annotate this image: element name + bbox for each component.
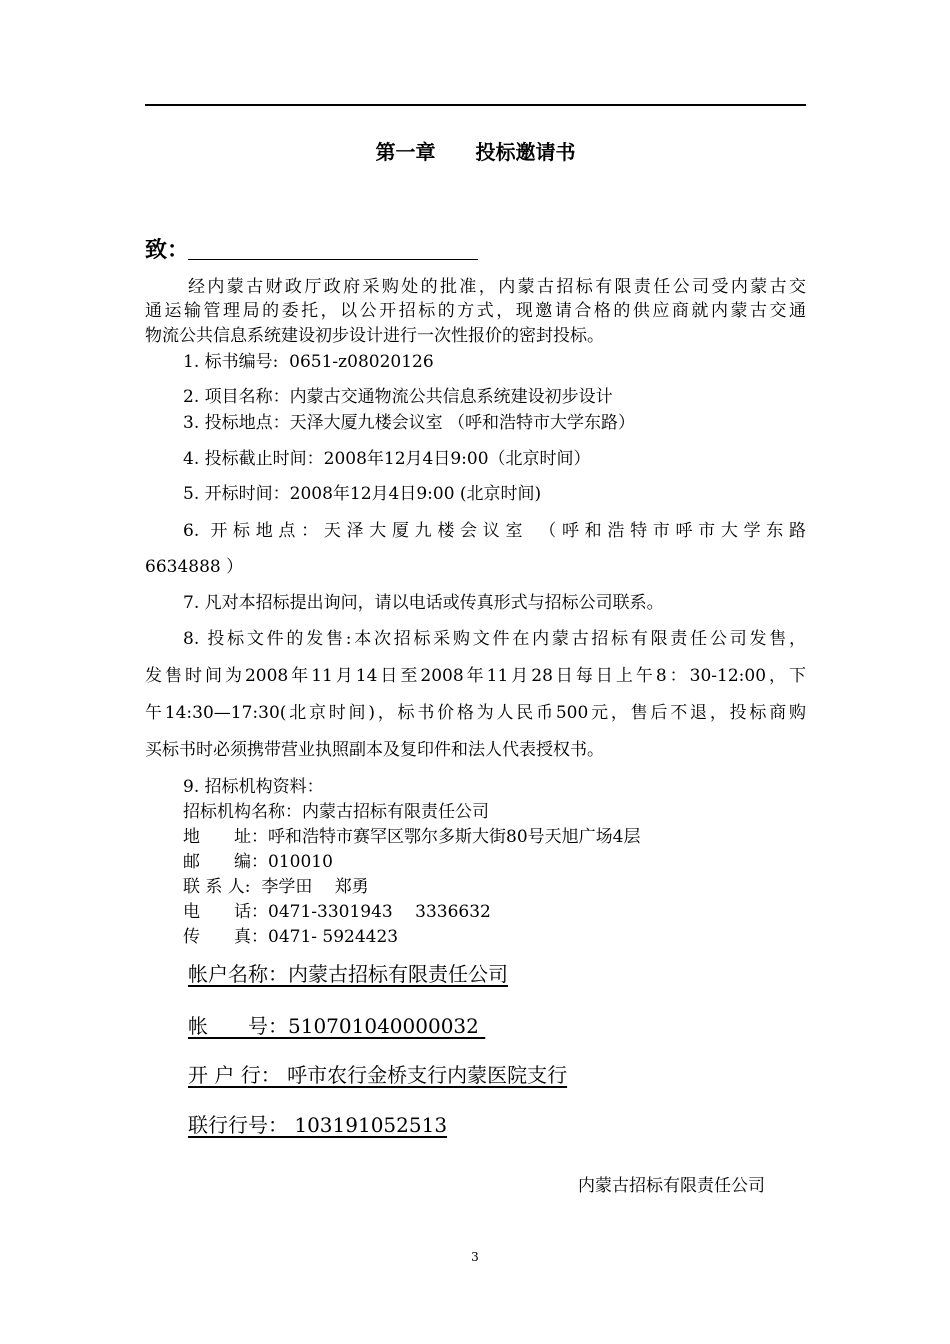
org-phone: 电 话：0471-3301943 3336632 <box>183 902 491 922</box>
intro-line-2: 通运输管理局的委托，以公开招标的方式，现邀请合格的供应商就内蒙古交通 <box>145 301 806 321</box>
signature: 内蒙古招标有限责任公司 <box>578 1176 765 1196</box>
account-number: 帐 号：510701040000032 <box>188 1014 486 1038</box>
org-address: 地 址：呼和浩特市赛罕区鄂尔多斯大街80号天旭广场4层 <box>183 827 641 847</box>
chapter-title: 第一章 投标邀请书 <box>375 140 576 164</box>
item-bid-deadline: 4. 投标截止时间：2008年12月4日9:00（北京时间） <box>183 449 591 469</box>
org-fax: 传 真：0471- 5924423 <box>183 927 399 947</box>
account-bank-code: 联行行号： 103191052513 <box>188 1113 448 1137</box>
intro-line-3: 物流公共信息系统建设初步设计进行一次性报价的密封投标。 <box>145 326 604 346</box>
header-rule <box>145 104 806 106</box>
account-name: 帐户名称：内蒙古招标有限责任公司 <box>188 962 508 986</box>
item-inquiry: 7. 凡对本招标提出询问，请以电话或传真形式与招标公司联系。 <box>183 593 664 613</box>
item-project-name: 2. 项目名称：内蒙古交通物流公共信息系统建设初步设计 <box>183 387 613 407</box>
item-opening-location: 6. 开标地点：天泽大厦九楼会议室 （呼和浩特市呼市大学东路 <box>183 521 806 541</box>
intro-line-1: 经内蒙古财政厅政府采购处的批准，内蒙古招标有限责任公司受内蒙古交 <box>188 277 806 297</box>
item-bid-number: 1. 标书编号: 0651-z08020126 <box>183 352 434 372</box>
item-opening-time: 5. 开标时间：2008年12月4日9:00 (北京时间) <box>183 484 542 504</box>
item-sale-line-3: 午14:30—17:30(北京时间)，标书价格为人民币500元，售后不退，投标商购 <box>145 703 806 723</box>
page-number: 3 <box>471 1250 479 1264</box>
item-agency-info: 9. 招标机构资料： <box>183 777 324 797</box>
org-postcode: 邮 编：010010 <box>183 852 333 872</box>
org-contact: 联 系 人: 李学田 郑勇 <box>183 877 369 897</box>
item-opening-location-cont: 6634888 ） <box>145 557 244 577</box>
org-name: 招标机构名称：内蒙古招标有限责任公司 <box>183 802 489 822</box>
recipient-blank-line <box>188 259 478 260</box>
recipient-label: 致： <box>145 237 190 263</box>
item-sale-line-1: 8. 投标文件的发售:本次招标采购文件在内蒙古招标有限责任公司发售， <box>183 629 806 649</box>
item-bid-location: 3. 投标地点：天泽大厦九楼会议室 （呼和浩特市大学东路） <box>183 413 636 433</box>
item-sale-line-2: 发售时间为2008年11月14日至2008年11月28日每日上午8：30-12:00，下 <box>145 666 806 686</box>
account-bank: 开 户 行： 呼市农行金桥支行内蒙医院支行 <box>188 1063 568 1087</box>
item-sale-line-4: 买标书时必须携带营业执照副本及复印件和法人代表授权书。 <box>145 740 604 760</box>
